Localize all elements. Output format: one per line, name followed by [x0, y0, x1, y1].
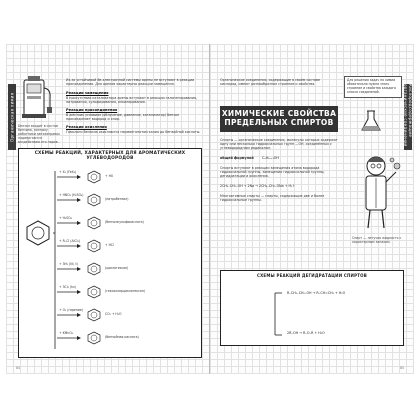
- reaction-line: 2CH₃–CH₂–OH + 2Na → 2CH₃–CH₂–ONa + H₂↑: [220, 184, 296, 188]
- body-text-1: Спирты — органические соединения, молекулы которых содержат одну или несколько гидроксильных групп —OH, соединённых с углеводородным радикалом.: [220, 138, 338, 151]
- page-title: ХИМИЧЕСКИЕ СВОЙСТВА ПРЕДЕЛЬНЫХ СПИРТОВ: [220, 106, 338, 132]
- reaction-arrow: [57, 312, 81, 318]
- general-formula-label: общей формулой: [220, 156, 254, 160]
- reaction-product: (бензойная кислота): [105, 335, 139, 339]
- product-ring-icon: [87, 262, 101, 276]
- section3-text: Гомологи бензола окисляются перманганатом калия до бензойной кислоты.: [66, 130, 201, 134]
- intro-text: Из-за устойчивой 6π-электронной системы арены не вступают в реакции присоединения. Для аренов характерны реакции замещения.: [66, 78, 195, 87]
- product-ring-icon: [87, 216, 101, 230]
- reaction-arrow: [57, 220, 81, 226]
- product-ring-icon: [87, 331, 101, 345]
- scheme-title: [19, 151, 201, 161]
- reaction-reagent: + O₂ (горение): [59, 308, 83, 312]
- right-intro-text: Органические соединения, содержащие в своём составе кислород, имеют разнообразное строение и свойства.: [220, 78, 321, 87]
- gas-pump-illustration: [20, 74, 54, 120]
- product-ring-icon: [87, 285, 101, 299]
- dehydration-scheme-box: [220, 270, 404, 346]
- reaction-product: (нитробензол): [105, 197, 129, 201]
- reaction-reagent: + KMnO₄: [59, 331, 73, 335]
- reaction-arrow: [57, 197, 81, 203]
- dehydration-2: 2R–OH → R–O–R + H₂O: [287, 331, 325, 335]
- section1-text: В присутствии катализатора арены вступают в реакции галогенирования, нитрования, сульфирования, алкилирования.: [66, 96, 198, 105]
- right-page-number: 85: [399, 366, 404, 370]
- section1-title: Реакции замещения: [66, 91, 109, 95]
- body-text-2: Спирты вступают в реакции замещения атома водорода гидроксильной группы, замещения гидроксильной группы, дегидратации и окисления.: [220, 166, 325, 179]
- product-ring-icon: [87, 170, 101, 184]
- note-box: Для решения задач по химии обязательно нужно знать строение и свойства каждого класса соединений.: [344, 76, 402, 98]
- right-page: [210, 44, 414, 374]
- tank-caption: Бензол входит в состав бензина, поэтому работники автозаправок подвергаются воздействию его паров.: [18, 124, 61, 144]
- benzene-ring-icon: [25, 219, 51, 247]
- left-side-tab: Органическая химия: [8, 84, 16, 150]
- reaction-reagent: + 3Cl₂ (hν): [59, 285, 76, 289]
- book-spread: [6, 44, 414, 374]
- reaction-reagent: + HNO₃ (H₂SO₄): [59, 193, 84, 197]
- reaction-product: CO₂ + H₂O: [105, 312, 122, 316]
- product-ring-icon: [87, 239, 101, 253]
- reaction-reagent: + R–Cl (AlCl₃): [59, 239, 80, 243]
- scheme-title-line2: УГЛЕВОДОРОДОВ: [86, 156, 134, 161]
- general-formula: CₙH₂ₙ₊₁OH: [262, 156, 279, 160]
- reaction-arrow: [57, 335, 81, 341]
- reaction-product: (циклогексан): [105, 266, 129, 270]
- dehydration-bracket: [273, 289, 283, 339]
- scientist-caption: Спирт — летучая жидкость с характерным запахом.: [352, 236, 402, 244]
- reaction-arrow: [57, 174, 81, 180]
- section3-title: Реакции окисления: [66, 125, 107, 129]
- reaction-product: + HCl: [105, 243, 114, 247]
- body-text-3: Многоатомные спирты — спирты, содержащие две и более гидроксильные группы.: [220, 194, 325, 203]
- reaction-product: (бензолсульфокислота): [105, 220, 144, 224]
- aromatic-scheme-box: [18, 148, 202, 358]
- left-page: [6, 44, 210, 374]
- scheme-title-line1: СХЕМЫ РЕАКЦИЙ, ХАРАКТЕРНЫХ ДЛЯ АРОМАТИЧЕСКИХ: [34, 151, 186, 156]
- reaction-arrow: [57, 266, 81, 272]
- left-page-number: 84: [16, 366, 21, 370]
- dehydration-scheme-title: СХЕМЫ РЕАКЦИЙ ДЕГИДРАТАЦИИ СПИРТОВ: [256, 273, 368, 278]
- reaction-product: (гексахлорциклогексан): [105, 289, 145, 293]
- reaction-reagent: + H₂SO₄: [59, 216, 72, 220]
- product-ring-icon: [87, 193, 101, 207]
- reaction-reagent: + X₂ (FeX₃): [59, 170, 77, 174]
- section2-text: В жёстких условиях (облучение, давление, катализатор) бензол присоединяет водород и хлор.: [66, 113, 180, 122]
- reaction-arrow: [57, 289, 81, 295]
- product-ring-icon: [87, 308, 101, 322]
- section2-title: Реакции присоединения: [66, 108, 118, 112]
- dehydration-1: R–CH₂–CH₂–OH → R–CH=CH₂ + H₂O: [287, 291, 346, 295]
- reaction-reagent: + 3H₂ (Ni, t): [59, 262, 78, 266]
- right-side-tab: Кислородсодержащие органические соединения: [404, 84, 412, 150]
- reaction-arrow: [57, 243, 81, 249]
- scientist-illustration: [352, 152, 404, 234]
- reaction-product: + HX: [105, 174, 114, 178]
- flask-icon: [358, 108, 384, 134]
